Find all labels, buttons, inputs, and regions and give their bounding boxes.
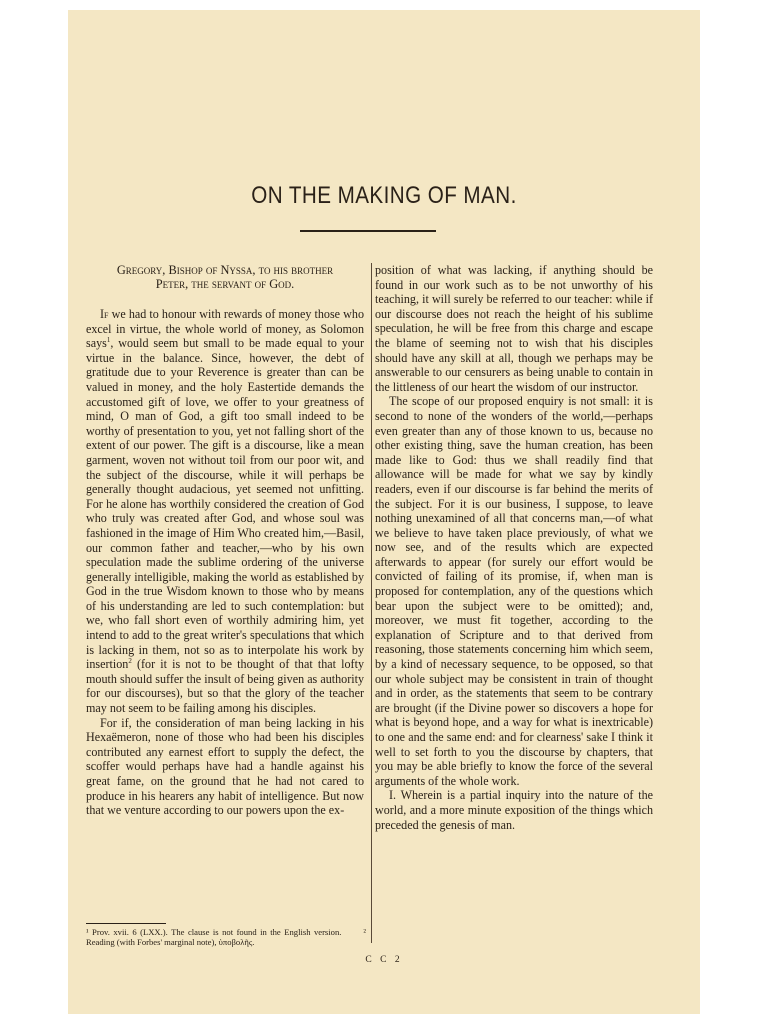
right-paragraph-2: The scope of our proposed enquiry is not small: it is second to none of the wonders of the world,—perhaps even greater than any of those known to us, because no other existing thing, save the human creation, has been made like to God: thus we shall readily find that allowance will be made for what we say by kindly readers, even if our discourse is far behind the merits of the subject. For it is our business, I suppose, to leave nothing unexamined of all that concerns man,—of what we believe to have taken place previously, of what we now see, and of the results which are expected afterwards to appear (for surely our effort would be convicted of failing of its promise, if, when man is proposed for contemplation, any of the questions which bear upon the subject were to be omitted); and, moreover, we must fit together, according to the explanation of Scripture and to that derived from reasoning, those statements concerning him which seem, by a kind of necessary sequence, to be opposed, so that our whole subject may be consistent in train of thought and in order, as the statements that seem to be contrary are brought (if the Divine power so discovers a hope for what is beyond hope, and a way for what is inextricable) to one and the same end: and for clearness' sake I think it well to set forth to you the discourse by chapters, that you may be able briefly to know the force of the several arguments of the whole work. <box>375 394 653 788</box>
footnote-rule <box>86 923 166 924</box>
chapter-1-summary: I. Wherein is a partial inquiry into the nature of the world, and a more minute exposition of the things which preceded the genesis of man. <box>375 788 653 832</box>
footnotes <box>86 927 366 947</box>
left-column <box>86 263 364 818</box>
dedication-heading <box>86 263 364 291</box>
left-paragraph-1-text-b: , would seem but small to be made equal to your virtue in the balance. Since, however, the debt of gratitude due to your Reverence is greater than can be valued in money, and the holy Eastertide demands the accustomed gift of love, we offer to your greatness of mind, O man of God, a gift too small indeed to be worthy of presentation to you, yet not falling short of the extent of our power. The gift is a discourse, like a mean garment, woven not without toil from our poor wit, and the subject of the discourse, while it will perhaps be generally thought audacious, yet seemed not unfitting. For he alone has worthily considered the creation of God who truly was created after God, and whose soul was fashioned in the image of Him Who created him,—Basil, our common father and teacher,—who by his own speculation made the sublime ordering of the universe generally intelligible, making the world as established by God in the true Wisdom known to those who by means of his understanding are led to such contemplation: but we, who fall short even of worthily admiring him, yet intend to add to the great writer's speculations that which is lacking in them, not so as to interpolate his work by insertion <box>86 336 364 672</box>
left-paragraph-1 <box>86 307 364 716</box>
left-paragraph-1-text-a: we had to honour with rewards of money those who excel in virtue, the whole world of money, as Solomon says <box>86 307 364 351</box>
book-page <box>68 10 700 1014</box>
footnote-2: ² Reading (with Forbes' marginal note), ὑποβολῆς. <box>86 927 366 947</box>
right-column <box>375 263 653 832</box>
left-paragraph-1-text-c: (for it is not to be thought of that that lofty mouth should suffer the insult of being given as authority for our discourses), but so that the glory of the teacher may not seem to be failing among his disciples. <box>86 657 364 716</box>
opening-word: If <box>100 307 109 321</box>
dedication-heading-line-1: Gregory, Bishop of Nyssa, to his brother <box>116 263 334 277</box>
footnote-marker-2[interactable]: 2 <box>128 657 132 666</box>
left-paragraph-2: For if, the consideration of man being lacking in his Hexaëmeron, none of those who had been his disciples contributed any earnest effort to supply the defect, the scoffer would perhaps have had a handle against his great fame, on the ground that he had not cared to produce in his hearers any habit of intelligence. But now that we venture according to our powers upon the ex- <box>86 715 364 818</box>
dedication-heading-line-2: Peter, the servant of God. <box>155 277 295 291</box>
column-divider <box>371 263 372 943</box>
footnote-1: ¹ Prov. xvii. 6 (LXX.). The clause is not found in the English version. <box>86 927 342 937</box>
page-title: ON THE MAKING OF MAN. <box>251 182 517 209</box>
title-rule <box>300 230 436 232</box>
right-paragraph-1: position of what was lacking, if anything should be found in our work such as to be not unworthy of his teaching, it will surely be referred to our teacher: while if our discourse does not reach the height of his sublime speculation, he will be free from this charge and escape the blame of seeming not to wish that his disciples should have any skill at all, though we perhaps may be answerable to our censurers as being unable to contain in the littleness of our heart the wisdom of our instructor. <box>375 263 653 394</box>
footnote-marker-1[interactable]: 1 <box>106 336 111 345</box>
printer-signature: C C 2 <box>365 955 403 965</box>
